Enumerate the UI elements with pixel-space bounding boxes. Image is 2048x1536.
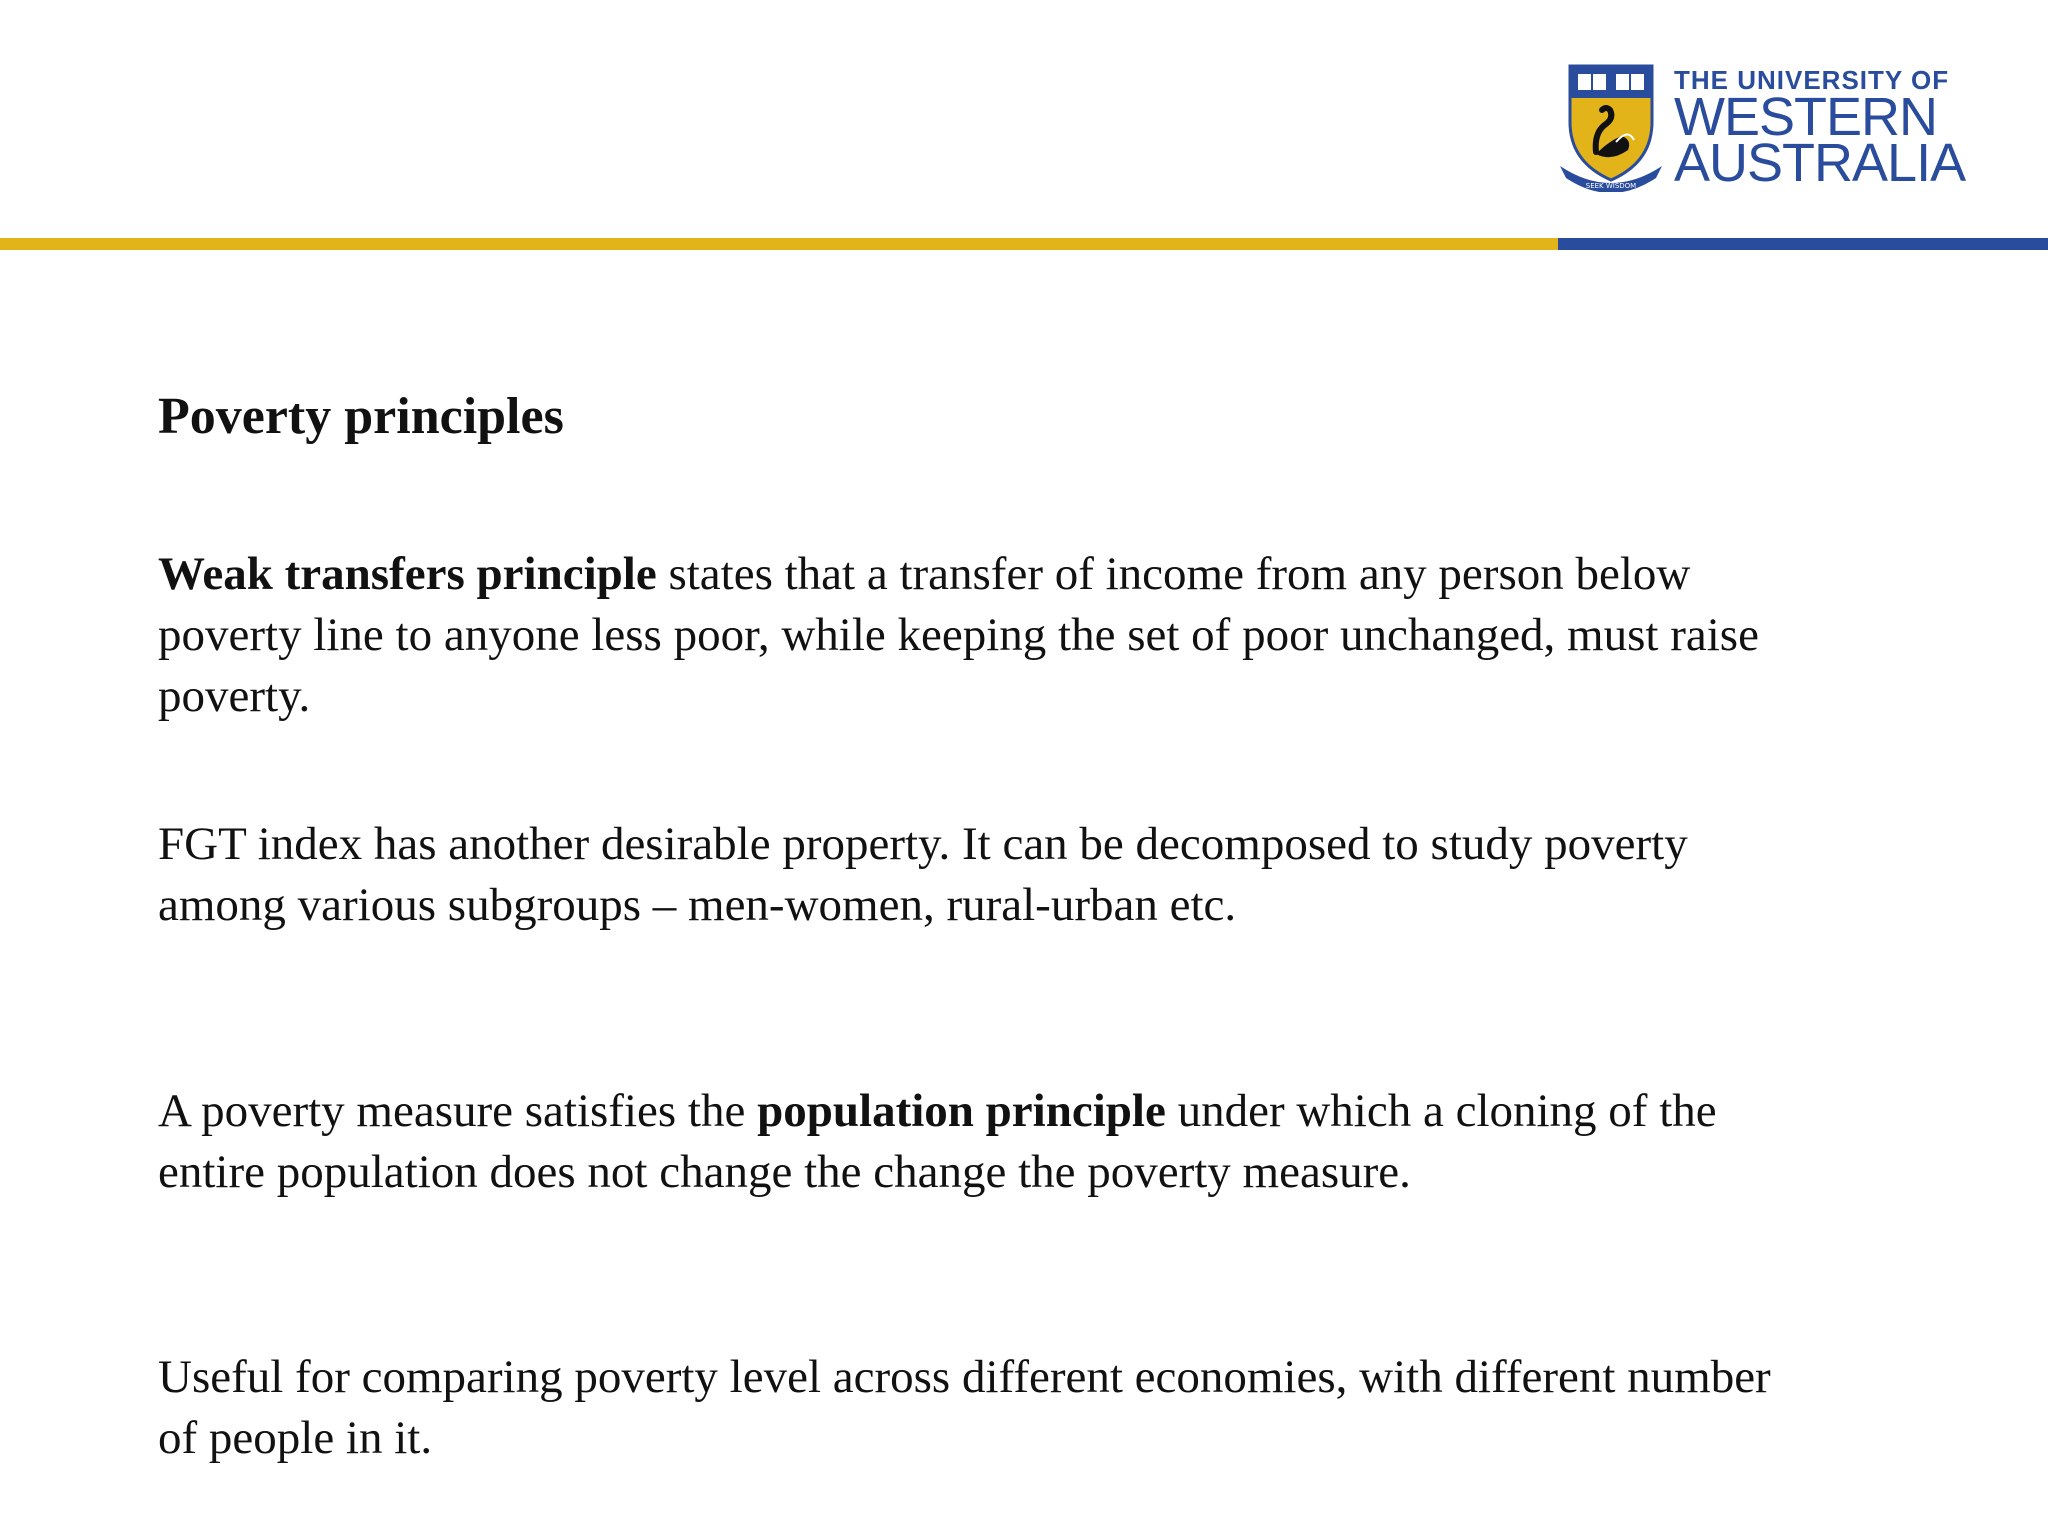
term-weak-transfers: Weak transfers principle [158,548,657,600]
term-population-principle: population principle [757,1085,1166,1137]
para1-line3-text: poverty. [158,670,311,722]
para3-line2-text: entire population does not change the change the poverty measure. [158,1146,1411,1198]
paragraph-weak-transfers [158,544,1918,727]
logo-motto: SEEK WISDOM [1585,182,1637,190]
logo-wordmark [1674,65,1966,193]
university-logo [1556,62,1966,193]
para1-line1-text: states that a transfer of income from any person below [656,548,1691,600]
para1-line2-text: poverty line to anyone less poor, while keeping the set of poor unchanged, must raise [158,609,1759,661]
para3-after-text: under which a cloning of the [1165,1085,1717,1137]
para4-line2-text: of people in it. [158,1412,433,1464]
logo-line-2: WESTERN [1674,87,1937,147]
para3-before-text: A poverty measure satisfies the [158,1085,758,1137]
paragraph-population-principle [158,1081,1918,1203]
paragraph-usefulness [158,1347,1918,1469]
para2-line2-text: among various subgroups – men-women, rural-urban etc. [158,879,1237,931]
slide-title: Poverty principles [158,388,564,445]
logo-line-3: AUSTRALIA [1674,133,1966,193]
header-rule-blue [1558,238,2048,250]
uwa-crest-icon [1556,62,1666,192]
header-rule-gold [0,238,1558,250]
para2-line1-text: FGT index has another desirable property. It can be decomposed to study poverty [158,818,1688,870]
paragraph-fgt-index [158,814,1918,936]
para4-line1-text: Useful for comparing poverty level across different economies, with different number [158,1351,1771,1403]
logo-line-1: THE UNIVERSITY OF [1674,65,1950,95]
